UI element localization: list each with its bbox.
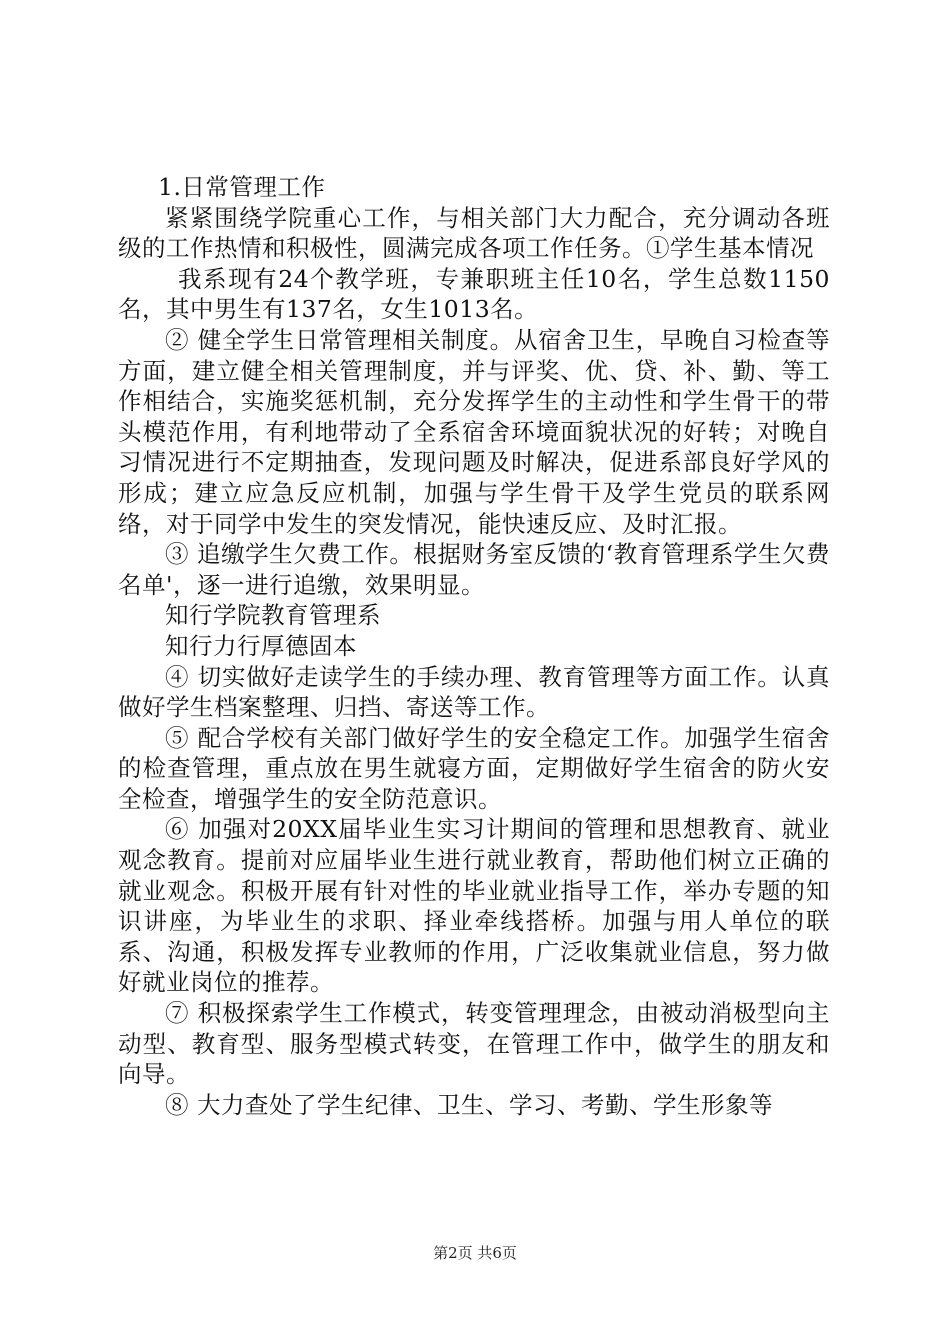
paragraph-student-stats: 我系现有24个教学班，专兼职班主任10名，学生总数1150名，其中男生有137名，女生1013名。 [118,264,830,324]
paragraph-department-name: 知行学院教育管理系 [165,601,381,630]
page-number-footer: 第2页 共6页 [433,1244,517,1262]
paragraph-item-2: ② 健全学生日常管理相关制度。从宿舍卫生，早晚自习检查等方面，建立健全相关管理制度，并与评奖、优、贷、补、勤、等工作相结合，实施奖惩机制，充分发挥学生的主动性和学生骨干的带头模范作用，有利地带动了全系宿舍环境面貌状况的好转；对晚自习情况进行不定期抽查，发现问题及时解决，促进系部良好学风的形成；建立应急反应机制，加强与学生骨干及学生党员的联系网络，对于同学中发生的突发情况，能快速反应、及时汇报。 [118,325,830,538]
paragraph-item-7: ⑦ 积极探索学生工作模式，转变管理理念，由被动消极型向主动型、教育型、服务型模式转变，在管理工作中，做学生的朋友和向导。 [118,999,830,1089]
paragraph-item-8: ⑧ 大力查处了学生纪律、卫生、学习、考勤、学生形象等 [165,1090,773,1119]
paragraph-motto: 知行力行厚德固本 [165,631,357,660]
paragraph-item-4: ④ 切实做好走读学生的手续办理、教育管理等方面工作。认真做好学生档案整理、归挡、寄送等工作。 [118,662,830,722]
paragraph-item-6: ⑥ 加强对20XX届毕业生实习计期间的管理和思想教育、就业观念教育。提前对应届毕业生进行就业教育，帮助他们树立正确的就业观念。积极开展有针对性的毕业就业指导工作，举办专题的知识讲座，为毕业生的求职、择业牵线搭桥。加强与用人单位的联系、沟通，积极发挥专业教师的作用，广泛收集就业信息，努力做好就业岗位的推荐。 [118,815,830,997]
paragraph-item-3: ③ 追缴学生欠费工作。根据财务室反馈的‘教育管理系学生欠费名单'，逐一进行追缴，效果明显。 [118,540,830,599]
paragraph-item-5: ⑤ 配合学校有关部门做好学生的安全稳定工作。加强学生宿舍的检查管理，重点放在男生就寝方面，定期做好学生宿舍的防火安全检查，增强学生的安全防范意识。 [118,723,830,813]
document-body [118,172,830,1120]
paragraph-intro: 紧紧围绕学院重心工作，与相关部门大力配合，充分调动各班级的工作热情和积极性，圆满完成各项工作任务。①学生基本情况 [118,203,830,263]
section-heading: 1.日常管理工作 [158,173,326,201]
